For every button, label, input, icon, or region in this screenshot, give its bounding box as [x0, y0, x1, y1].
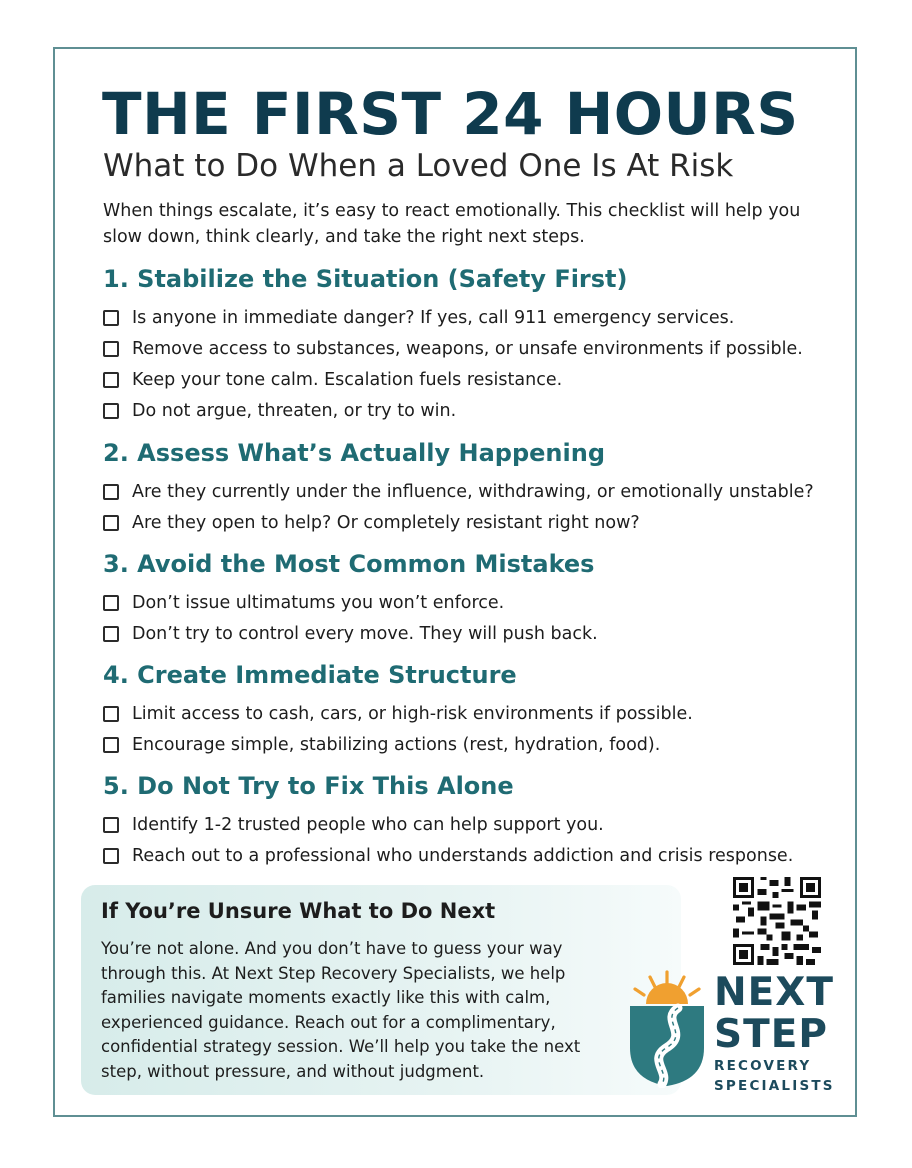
checkbox-icon[interactable]: [103, 706, 119, 722]
road-sunrise-logo-icon: [626, 968, 708, 1088]
checklist-item[interactable]: [103, 809, 843, 840]
checklist-item-text: Are they currently under the influence, withdrawing, or emotionally unstable?: [132, 481, 814, 502]
section-assess: [103, 436, 843, 538]
logo-line-step: STEP: [714, 1012, 828, 1057]
checkbox-icon[interactable]: [103, 737, 119, 753]
checklist-item[interactable]: [103, 333, 843, 364]
checkbox-icon[interactable]: [103, 341, 119, 357]
checkbox-icon[interactable]: [103, 817, 119, 833]
checklist-item[interactable]: [103, 364, 843, 395]
checklist-item[interactable]: [103, 507, 843, 538]
checklist-item[interactable]: [103, 618, 843, 649]
section-structure: [103, 658, 843, 760]
section-heading: 1. Stabilize the Situation (Safety First): [103, 265, 628, 293]
checklist-item[interactable]: [103, 476, 843, 507]
section-heading: 5. Do Not Try to Fix This Alone: [103, 772, 514, 800]
intro-text: When things escalate, it’s easy to react emotionally. This checklist will help you slow down, think clearly, and take the right next steps.: [103, 201, 801, 247]
checklist-item[interactable]: [103, 698, 843, 729]
brand-logo: [714, 972, 835, 1096]
logo-line-next: NEXT: [714, 970, 834, 1015]
checkbox-icon[interactable]: [103, 484, 119, 500]
checklist-item[interactable]: [103, 587, 843, 618]
logo-line-recovery: RECOVERY: [714, 1058, 812, 1074]
section-avoid-mistakes: [103, 547, 843, 649]
checkbox-icon[interactable]: [103, 515, 119, 531]
checklist-item-text: Do not argue, threaten, or try to win.: [132, 400, 457, 421]
section-heading: 3. Avoid the Most Common Mistakes: [103, 550, 595, 578]
checklist-item-text: Reach out to a professional who understands addiction and crisis response.: [132, 845, 794, 866]
cta-heading: If You’re Unsure What to Do Next: [101, 899, 496, 923]
checklist-item-text: Are they open to help? Or completely resistant right now?: [132, 512, 640, 533]
checklist-item[interactable]: [103, 729, 843, 760]
checkbox-icon[interactable]: [103, 848, 119, 864]
checklist-item-text: Limit access to cash, cars, or high-risk environments if possible.: [132, 703, 693, 724]
checklist-item[interactable]: [103, 840, 843, 871]
page-title: THE FIRST 24 HOURS: [102, 80, 799, 148]
checklist-item-text: Identify 1-2 trusted people who can help support you.: [132, 814, 604, 835]
checklist-item[interactable]: [103, 395, 843, 426]
checklist-item-text: Is anyone in immediate danger? If yes, call 911 emergency services.: [132, 307, 735, 328]
checkbox-icon[interactable]: [103, 626, 119, 642]
checklist-item-text: Keep your tone calm. Escalation fuels resistance.: [132, 369, 563, 390]
logo-line-specialists: SPECIALISTS: [714, 1078, 835, 1094]
page-subtitle: What to Do When a Loved One Is At Risk: [103, 148, 734, 184]
section-not-alone: [103, 769, 843, 871]
checklist-item[interactable]: [103, 302, 843, 333]
checklist-item-text: Don’t issue ultimatums you won’t enforce.: [132, 592, 505, 613]
cta-body: You’re not alone. And you don’t have to guess your way through this. At Next Step Recovery Specialists, we help families navigate moments exactly like this with calm, experienced guidance. Reach out for a complimentary, confidential strategy session. We’ll help you take the next step, without pressure, and without judgment.: [101, 939, 581, 1081]
checkbox-icon[interactable]: [103, 310, 119, 326]
checklist-item-text: Encourage simple, stabilizing actions (rest, hydration, food).: [132, 734, 661, 755]
section-stabilize: [103, 262, 843, 426]
cta-box: [81, 885, 681, 1095]
section-heading: 4. Create Immediate Structure: [103, 661, 517, 689]
checklist-item-text: Don’t try to control every move. They will push back.: [132, 623, 598, 644]
checkbox-icon[interactable]: [103, 595, 119, 611]
checkbox-icon[interactable]: [103, 403, 119, 419]
qr-code-icon[interactable]: [733, 877, 821, 965]
checklist-item-text: Remove access to substances, weapons, or unsafe environments if possible.: [132, 338, 803, 359]
section-heading: 2. Assess What’s Actually Happening: [103, 439, 606, 467]
checkbox-icon[interactable]: [103, 372, 119, 388]
